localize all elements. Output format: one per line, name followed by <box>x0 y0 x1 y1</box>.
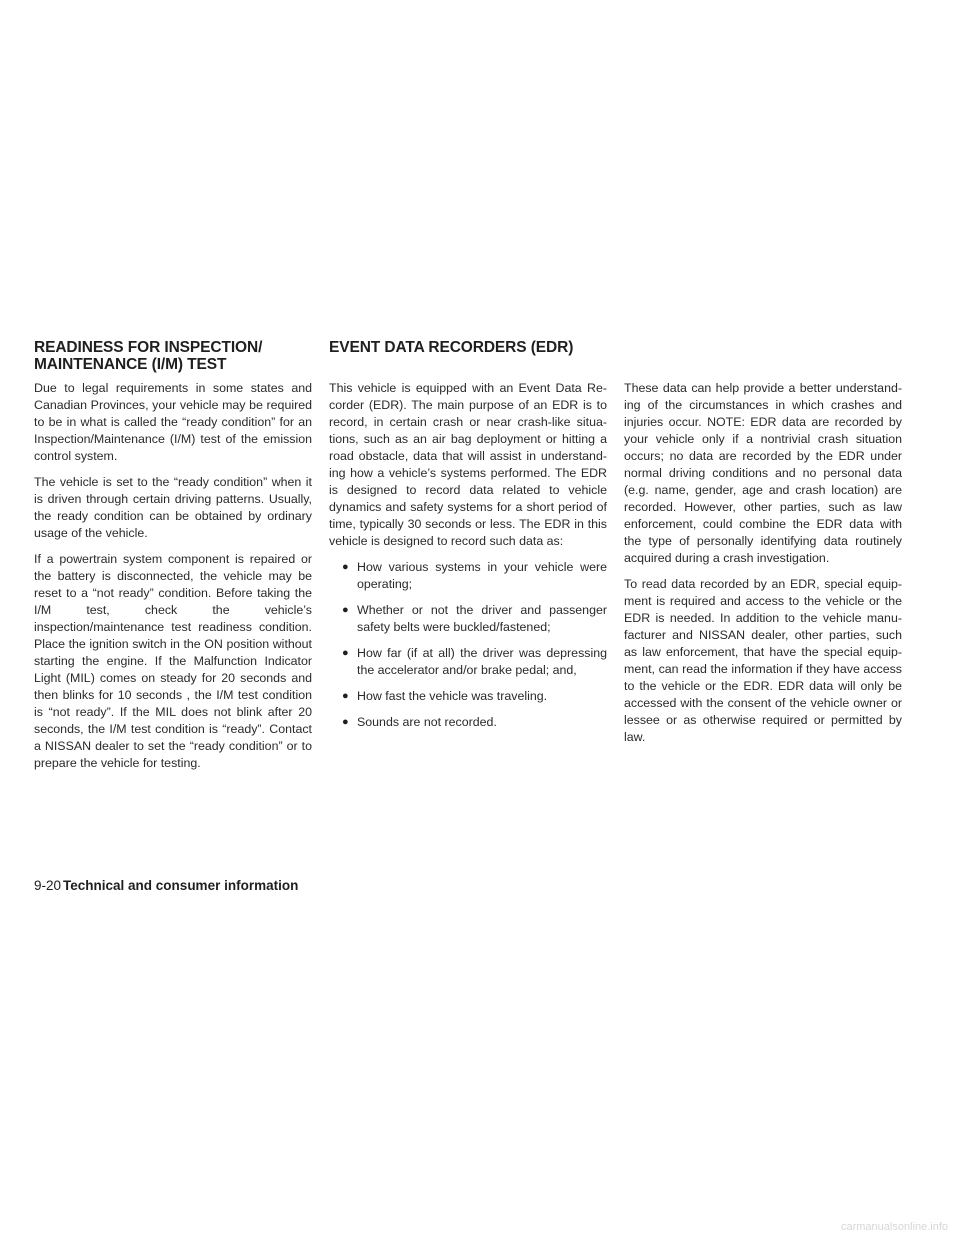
paragraph-edr-intro: This vehicle is equipped with an Event Data Recorder (EDR). The main purpose of an EDR is to record, in certain crash or near crash-like situations, such as an air bag deployment or hitting a road obstacle, data that will assist in understanding how a vehicle’s systems performed. The EDR is designed to record data related to vehicle dynamics and safety systems for a short period of time, typically 30 seconds or less. The EDR in this vehicle is designed to record such data as: <box>329 381 607 548</box>
paragraph: To read data recorded by an EDR, special equipment is required and access to the vehicle or the EDR is needed. In addition to the vehicle manufacturer and NISSAN dealer, other parties, such as law enforcement, that have the special equipment, can read the information if they have access to the vehicle or the EDR. EDR data will only be accessed with the consent of the vehicle owner or lessee or as otherwise required or permitted by law. <box>624 577 902 744</box>
list-item-text: How fast the vehicle was traveling. <box>357 689 548 703</box>
paragraph: Due to legal requirements in some states and Canadian Provinces, your vehicle may be required to be in what is called the “ready condition” for an Inspection/Maintenance (I/M) test of the emission control system. <box>34 381 312 463</box>
page-footer <box>34 877 298 894</box>
list-item <box>329 559 607 593</box>
bullet-icon: ● <box>342 690 349 702</box>
column-readiness <box>34 380 312 781</box>
list-item-text: How various systems in your vehicle were operating; <box>357 560 607 591</box>
bullet-icon: ● <box>342 561 349 573</box>
paragraph: The vehicle is set to the “ready condition” when it is driven through certain driving patterns. Usually, the ready condition can be obtained by ordinary usage of the vehicle. <box>34 475 312 540</box>
section-heading-edr: EVENT DATA RECORDERS (EDR) <box>329 339 574 356</box>
bullet-icon: ● <box>342 604 349 616</box>
page-number: 9-20 <box>34 878 62 893</box>
edr-data-list <box>329 559 607 731</box>
list-item <box>329 688 607 705</box>
paragraph: If a powertrain system component is repaired or the battery is disconnected, the vehicle may be reset to a “not ready” condition. Before taking the I/M test, check the vehicle’s inspection/maintenance test readiness condition. Place the ignition switch in the ON position without starting the engine. If the Malfunction Indicator Light (MIL) comes on steady for 20 seconds and then blinks for 10 seconds , the I/M test condition is “not ready”. If the MIL does not blink after 20 seconds, the I/M test condition is “ready”. Contact a NISSAN dealer to set the “ready condition” or to prepare the vehicle for testing. <box>34 552 312 770</box>
list-item <box>329 645 607 679</box>
column-edr <box>329 380 607 740</box>
watermark: carmanualsonline.info <box>840 1221 948 1233</box>
heading-line: MAINTENANCE (I/M) TEST <box>34 356 227 373</box>
column-edr-continued <box>624 380 902 755</box>
list-item <box>329 714 607 731</box>
bullet-icon: ● <box>342 647 349 659</box>
list-item-text: How far (if at all) the driver was depressing the accelerator and/or brake pedal; and, <box>357 646 607 677</box>
bullet-icon: ● <box>342 716 349 728</box>
section-heading-readiness <box>34 339 324 373</box>
chapter-title: Technical and consumer information <box>63 878 299 893</box>
paragraph: These data can help provide a better understanding of the circumstances in which crashes and injuries occur. NOTE: EDR data are recorded by your vehicle only if a nontrivial crash situation occurs; no data are recorded by the EDR under normal driving conditions and no personal data (e.g. name, gender, age and crash location) are recorded. However, other parties, such as law enforcement, could combine the EDR data with the type of personally identifying data routinely acquired during a crash investigation. <box>624 381 902 565</box>
list-item-text: Sounds are not recorded. <box>357 715 497 729</box>
list-item <box>329 602 607 636</box>
list-item-text: Whether or not the driver and passenger safety belts were buckled/fastened; <box>357 603 607 634</box>
heading-line: READINESS FOR INSPECTION/ <box>34 339 263 356</box>
